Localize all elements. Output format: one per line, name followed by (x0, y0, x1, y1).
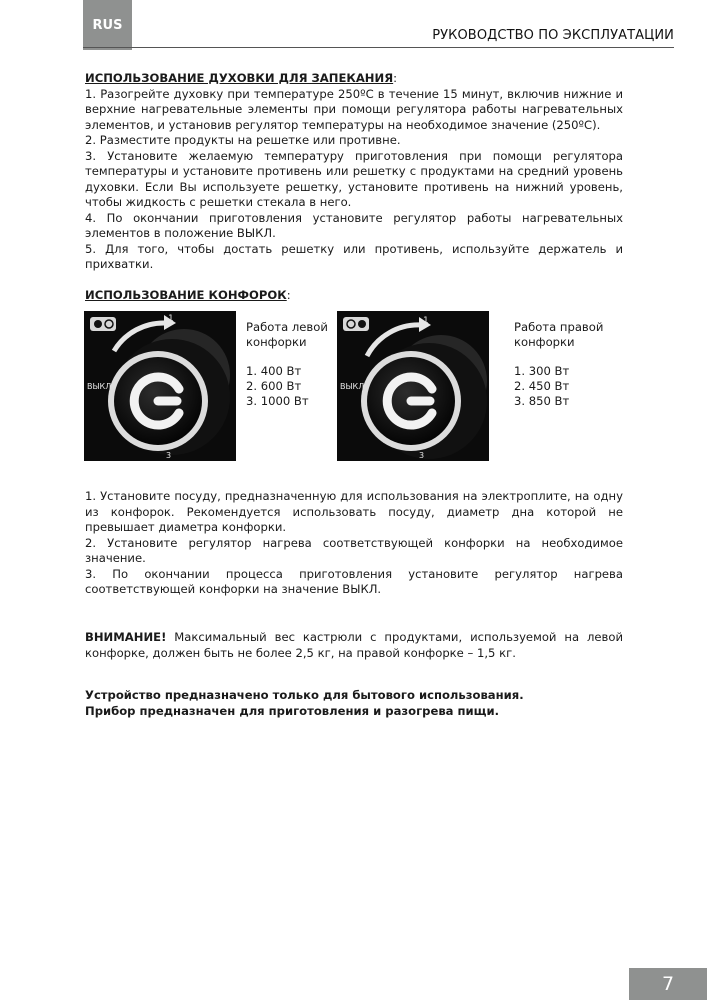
page-number: 7 (629, 968, 707, 1000)
right-hob-heading-2: конфорки (514, 335, 575, 349)
oven-step-1: 1. Разогрейте духовку при температуре 250ºС в течение 15 минут, включив нижние и верхние нагревательные элементы при помощи регулятора работы нагревательных элементов, и установив регулятор температуры на необходимое значение (250ºС). (85, 86, 623, 132)
left-knob-mark-1: 1 (168, 314, 174, 324)
left-hob-level-2: 2. 600 Вт (246, 379, 302, 393)
note-cooking-purpose: Прибор предназначен для приготовления и разогрева пищи. (85, 703, 499, 718)
left-hob-level-3: 3. 1000 Вт (246, 394, 309, 408)
usage-notes (85, 688, 623, 719)
language-tab: RUS (83, 0, 132, 50)
left-knob-mark-3: 3 (166, 451, 172, 460)
warning-block (85, 630, 623, 661)
oven-step-2: 2. Разместите продукты на решетке или противне. (85, 133, 401, 147)
left-hob-level-1: 1. 400 Вт (246, 364, 302, 378)
warning-label: ВНИМАНИЕ! (85, 630, 167, 644)
left-hob-heading-1: Работа левой (246, 320, 328, 334)
header-divider (83, 47, 674, 48)
right-hob-heading-1: Работа правой (514, 320, 604, 334)
manual-title: РУКОВОДСТВО ПО ЭКСПЛУАТАЦИИ (432, 28, 674, 43)
left-hob-knob-image (84, 311, 236, 461)
warning-text: Максимальный вес кастрюли с продуктами, используемой на левой конфорке, должен быть не более 2,5 кг, на правой конфорке – 1,5 кг. (85, 630, 623, 660)
hob-step-2: 2. Установите регулятор нагрева соответствующей конфорки на необходимое значение. (85, 535, 623, 565)
hob-step-3: 3. По окончании процесса приготовления установите регулятор нагрева соответствующей конфорки на значение ВЫКЛ. (85, 566, 623, 596)
hob-step-1: 1. Установите посуду, предназначенную для использования на электроплите, на одну из конфорок. Рекомендуется использовать посуду, диаметр дна которой не превышает диаметра конфорки. (85, 489, 623, 534)
hob-instructions (85, 489, 623, 598)
oven-step-3: 3. Установите желаемую температуру приготовления при помощи регулятора температуры и установите противень или решетку с продуктами на средний уровень духовки. Если Вы используете решетку, установите противень на нижний уровень, чтобы жидкость с решетки стекала в него. (85, 148, 623, 209)
oven-step-5: 5. Для того, чтобы достать решетку или противень, используйте держатель и прихватки. (85, 241, 623, 271)
oven-section-title: ИСПОЛЬЗОВАНИЕ ДУХОВКИ ДЛЯ ЗАПЕКАНИЯ (85, 71, 394, 85)
hobs-section: ИСПОЛЬЗОВАНИЕ КОНФОРОК: (85, 288, 291, 302)
right-hob-level-2: 2. 450 Вт (514, 379, 570, 393)
note-household-use: Устройство предназначено только для бытового использования. (85, 688, 524, 702)
right-hob-level-1: 1. 300 Вт (514, 364, 570, 378)
hobs-section-title: ИСПОЛЬЗОВАНИЕ КОНФОРОК (85, 288, 287, 302)
right-knob-mark-1: 1 (423, 316, 429, 326)
left-hob-heading-2: конфорки (246, 335, 307, 349)
right-knob-mark-off: ВЫКЛ (340, 382, 365, 391)
right-hob-knob-image (337, 311, 489, 461)
left-hob-info (246, 320, 328, 409)
right-knob-mark-3: 3 (419, 451, 425, 460)
oven-section: ИСПОЛЬЗОВАНИЕ ДУХОВКИ ДЛЯ ЗАПЕКАНИЯ: 1. Разогрейте духовку при температуре 250ºС в течение 15 минут, включив нижние и верхние нагревательные элементы при помощи регулятора работы нагревательных элементов, и установив регулятор температуры на необходимое значение (250ºС). 2. Разместите продукты на решетке или противне. 3. Установите желаемую температуру приготовления при помощи регулятора температуры и установите противень или решетку с продуктами на средний уровень духовки. Если Вы используете решетку, установите противень на нижний уровень, чтобы жидкость с решетки стекала в него. 4. По окончании приготовления установите регулятор работы нагревательных элементов в положение ВЫКЛ. 5. Для того, чтобы достать решетку или противень, используйте держатель и прихватки. (85, 71, 623, 271)
oven-step-4: 4. По окончании приготовления установите регулятор работы нагревательных элементов в положение ВЫКЛ. (85, 210, 623, 240)
left-knob-mark-off: ВЫКЛ (87, 382, 112, 391)
right-hob-info (514, 320, 603, 409)
right-hob-level-3: 3. 850 Вт (514, 394, 570, 408)
